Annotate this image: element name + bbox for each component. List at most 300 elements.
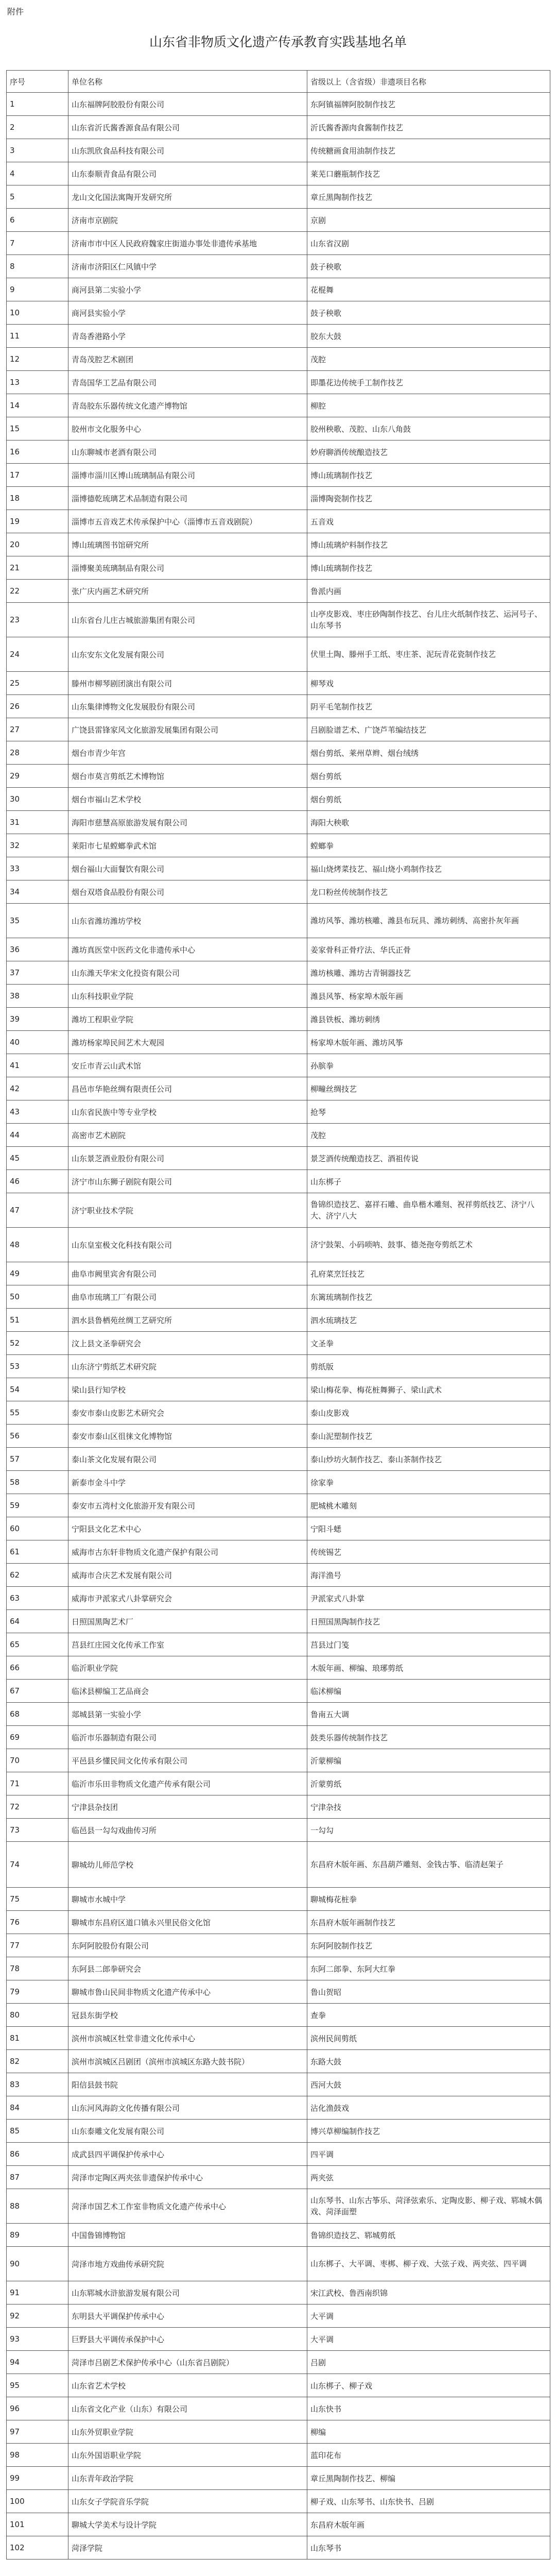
table-row [7, 1401, 550, 1425]
cell-unit: 烟台双塔食品股份有限公司 [68, 880, 307, 904]
cell-unit: 广饶县雷锋家风文化旅游发展集团有限公司 [68, 718, 307, 741]
cell-no: 74 [7, 1842, 68, 1888]
cell-items: 烟台剪纸 [307, 788, 550, 811]
cell-no: 96 [7, 2397, 68, 2420]
cell-items: 花棍舞 [307, 278, 550, 301]
cell-items: 西河大鼓 [307, 2073, 550, 2096]
cell-items: 章丘黑陶制作技艺 [307, 185, 550, 209]
table-row [7, 1564, 550, 1587]
cell-items: 沂蒙剪纸 [307, 1772, 550, 1795]
cell-items: 四平调 [307, 2143, 550, 2166]
column-header-no: 序号 [7, 71, 68, 93]
cell-no: 56 [7, 1425, 68, 1448]
cell-unit: 山东省潍坊潍坊学校 [68, 904, 307, 938]
cell-no: 80 [7, 2004, 68, 2027]
cell-items: 龙口粉丝传统制作技艺 [307, 880, 550, 904]
table-row [7, 2189, 550, 2224]
cell-items: 滨州民间剪纸 [307, 2027, 550, 2050]
cell-unit: 山东景芝酒业股份有限公司 [68, 1147, 307, 1170]
table-row [7, 603, 550, 637]
cell-unit: 临沭县柳编工艺品商会 [68, 1680, 307, 1703]
cell-items: 博兴草柳编制作技艺 [307, 2120, 550, 2143]
cell-unit: 威海市合庆艺术发展有限公司 [68, 1564, 307, 1587]
table-row [7, 765, 550, 788]
cell-no: 43 [7, 1100, 68, 1124]
cell-unit: 临沂市乐田非物质文化遗产传承有限公司 [68, 1772, 307, 1795]
table-row [7, 371, 550, 394]
cell-unit: 聊城幼儿师范学校 [68, 1842, 307, 1888]
cell-unit: 龙山文化国法寓陶开发研究所 [68, 185, 307, 209]
table-row [7, 938, 550, 961]
table-row [7, 162, 550, 185]
table-row [7, 1517, 550, 1540]
cell-items: 吕剧 [307, 2351, 550, 2374]
cell-items: 东阿镇福牌阿胶制作技艺 [307, 93, 550, 116]
cell-unit: 聊城大学美术与设计学院 [68, 2513, 307, 2536]
cell-unit: 曲阜市阙里宾舍有限公司 [68, 1262, 307, 1285]
cell-no: 16 [7, 440, 68, 464]
cell-unit: 泰安市泰山皮影艺术研究会 [68, 1401, 307, 1425]
cell-items: 文圣拳 [307, 1332, 550, 1355]
cell-items: 两夹弦 [307, 2166, 550, 2189]
cell-items: 沂氏酱香源肉食酱制作技艺 [307, 116, 550, 139]
cell-unit: 青岛胶东乐器传统文化遗产博物馆 [68, 394, 307, 417]
table-row [7, 2224, 550, 2247]
cell-unit: 潍坊杨家埠民间艺术大观园 [68, 1031, 307, 1054]
table-row [7, 637, 550, 672]
table-row [7, 1228, 550, 1262]
cell-no: 85 [7, 2120, 68, 2143]
table-row [7, 1980, 550, 2004]
cell-no: 39 [7, 1008, 68, 1031]
cell-no: 58 [7, 1471, 68, 1494]
cell-items: 妙府聊酒传统酿造技艺 [307, 440, 550, 464]
table-row [7, 1378, 550, 1401]
cell-items: 抢琴 [307, 1100, 550, 1124]
cell-no: 19 [7, 510, 68, 533]
table-row [7, 2166, 550, 2189]
cell-items: 潍坊风筝、潍坊核雕、潍县布玩具、潍坊刺绣、高密扑灰年画 [307, 904, 550, 938]
cell-no: 97 [7, 2420, 68, 2444]
cell-no: 32 [7, 834, 68, 857]
cell-unit: 山东泰顺青食品有限公司 [68, 162, 307, 185]
table-row [7, 1587, 550, 1610]
cell-no: 69 [7, 1726, 68, 1749]
cell-unit: 昌邑市华艳丝绸有限责任公司 [68, 1077, 307, 1100]
cell-unit: 济南市京剧院 [68, 209, 307, 232]
cell-items: 莒县过门笺 [307, 1633, 550, 1656]
cell-unit: 梁山县行知学校 [68, 1378, 307, 1401]
table-row [7, 811, 550, 834]
cell-no: 41 [7, 1054, 68, 1077]
cell-unit: 山东省艺术学校 [68, 2374, 307, 2397]
cell-items: 东篱琉璃制作技艺 [307, 1285, 550, 1309]
table-header-row [7, 71, 550, 93]
cell-no: 18 [7, 487, 68, 510]
cell-no: 31 [7, 811, 68, 834]
cell-unit: 烟台市莫言剪纸艺术博物馆 [68, 765, 307, 788]
annex-label: 附件 [7, 7, 24, 16]
cell-items: 山东琴书、山东古筝乐、菏泽弦索乐、定陶皮影、柳子戏、郓城木偶戏、菏泽面塑 [307, 2189, 550, 2224]
cell-unit: 海阳市慈慧高原旅游发展有限公司 [68, 811, 307, 834]
cell-unit: 济南市济阳区仁风镇中学 [68, 255, 307, 278]
cell-items: 蓝印花布 [307, 2444, 550, 2467]
cell-items: 聊城梅花桩拳 [307, 1888, 550, 1911]
cell-unit: 山东省文化产业（山东）有限公司 [68, 2397, 307, 2420]
cell-items: 烟台剪纸 [307, 765, 550, 788]
cell-items: 伏里土陶、滕州手工纸、枣庄茶、泥玩青花瓷制作技艺 [307, 637, 550, 672]
cell-items: 章丘黑陶制作技艺、柳编 [307, 2467, 550, 2490]
table-row [7, 788, 550, 811]
table-row [7, 2096, 550, 2120]
cell-no: 93 [7, 2328, 68, 2351]
cell-items: 螳螂拳 [307, 834, 550, 857]
cell-items: 木版年画、柳编、琅琊剪纸 [307, 1656, 550, 1680]
cell-no: 57 [7, 1448, 68, 1471]
cell-unit: 菏泽市吕剧艺术保护传承中心（山东省吕剧院） [68, 2351, 307, 2374]
cell-unit: 临沂职业学院 [68, 1656, 307, 1680]
cell-no: 77 [7, 1934, 68, 1957]
cell-items: 五音戏 [307, 510, 550, 533]
cell-items: 尹派家式八卦掌 [307, 1587, 550, 1610]
cell-no: 36 [7, 938, 68, 961]
cell-no: 29 [7, 765, 68, 788]
table-row [7, 325, 550, 348]
table-row [7, 1262, 550, 1285]
cell-unit: 威海市尹派家式八卦掌研究会 [68, 1587, 307, 1610]
cell-unit: 临邑县一勾勾戏曲传习所 [68, 1819, 307, 1842]
cell-no: 12 [7, 348, 68, 371]
cell-items: 大平调 [307, 2328, 550, 2351]
table-row [7, 2143, 550, 2166]
cell-unit: 泰安市泰山区徂徕文化博物馆 [68, 1425, 307, 1448]
cell-items: 山东梆子、柳子戏 [307, 2374, 550, 2397]
cell-no: 70 [7, 1749, 68, 1772]
table-row [7, 533, 550, 556]
cell-items: 肥城桃木雕刻 [307, 1494, 550, 1517]
cell-no: 21 [7, 556, 68, 580]
cell-unit: 莒县红庄园文化传承工作室 [68, 1633, 307, 1656]
cell-items: 阴平毛笔制作技艺 [307, 695, 550, 718]
table-row [7, 487, 550, 510]
cell-unit: 高密市艺术剧院 [68, 1124, 307, 1147]
table-row [7, 1031, 550, 1054]
table-row [7, 1355, 550, 1378]
cell-no: 35 [7, 904, 68, 938]
cell-items: 杨家埠木版年画、潍坊风筝 [307, 1031, 550, 1054]
table-row [7, 185, 550, 209]
cell-no: 3 [7, 139, 68, 162]
cell-no: 102 [7, 2536, 68, 2560]
cell-no: 49 [7, 1262, 68, 1285]
cell-no: 46 [7, 1170, 68, 1193]
cell-no: 6 [7, 209, 68, 232]
cell-items: 胶东大鼓 [307, 325, 550, 348]
cell-unit: 山东郓城水浒旅游发展有限公司 [68, 2281, 307, 2304]
table-row [7, 1425, 550, 1448]
cell-no: 17 [7, 464, 68, 487]
cell-unit: 泰山茶文化发展有限公司 [68, 1448, 307, 1471]
table-row [7, 417, 550, 440]
cell-items: 传统锡艺 [307, 1540, 550, 1564]
column-header-unit: 单位名称 [68, 71, 307, 93]
table-row [7, 1285, 550, 1309]
cell-items: 鲁山贺昭 [307, 1980, 550, 2004]
cell-unit: 青岛香港路小学 [68, 325, 307, 348]
cell-items: 孙膑拳 [307, 1054, 550, 1077]
cell-unit: 潍坊真医堂中医药文化非遗传承中心 [68, 938, 307, 961]
table-row [7, 1124, 550, 1147]
cell-items: 济宁鼓架、小码唢呐、鼓事、德尧孢夸剪纸艺术 [307, 1228, 550, 1262]
cell-unit: 威海市古东轩非物质文化遗产保护有限公司 [68, 1540, 307, 1564]
cell-no: 24 [7, 637, 68, 672]
table-row [7, 2050, 550, 2073]
cell-no: 26 [7, 695, 68, 718]
cell-items: 梁山梅花拳、梅花桩舞狮子、梁山武术 [307, 1378, 550, 1401]
table-row [7, 1703, 550, 1726]
cell-unit: 宁津县杂技团 [68, 1795, 307, 1819]
cell-no: 45 [7, 1147, 68, 1170]
table-row [7, 464, 550, 487]
cell-no: 20 [7, 533, 68, 556]
cell-items: 山东琴书 [307, 2536, 550, 2560]
cell-no: 30 [7, 788, 68, 811]
table-row [7, 2281, 550, 2304]
cell-unit: 临沂市乐器制造有限公司 [68, 1726, 307, 1749]
cell-no: 51 [7, 1309, 68, 1332]
cell-unit: 东阿阿胶股份有限公司 [68, 1934, 307, 1957]
cell-no: 47 [7, 1193, 68, 1228]
cell-unit: 泰安市五湾村文化旅游开发有限公司 [68, 1494, 307, 1517]
cell-items: 柳子戏、山东琴书、山东快书、吕剧 [307, 2490, 550, 2513]
table-row [7, 255, 550, 278]
cell-unit: 日照国黑陶艺术厂 [68, 1610, 307, 1633]
cell-items: 临沭柳编 [307, 1680, 550, 1703]
table-row [7, 1309, 550, 1332]
cell-items: 东昌府木版年画、东昌葫芦雕刻、金钱古筝、临清赵架子 [307, 1842, 550, 1888]
cell-unit: 淄博市五音戏艺术传承保护中心（淄博市五音戏剧院） [68, 510, 307, 533]
cell-unit: 山东福牌阿胶股份有限公司 [68, 93, 307, 116]
cell-no: 37 [7, 961, 68, 985]
cell-unit: 山东科技职业学院 [68, 985, 307, 1008]
cell-no: 64 [7, 1610, 68, 1633]
cell-items: 博山琉璃制作技艺 [307, 464, 550, 487]
cell-unit: 聊城市水城中学 [68, 1888, 307, 1911]
table-row [7, 880, 550, 904]
table-row [7, 1957, 550, 1980]
cell-items: 柳疃丝绸技艺 [307, 1077, 550, 1100]
cell-items: 日照国黑陶制作技艺 [307, 1610, 550, 1633]
cell-items: 泰山皮影戏 [307, 1401, 550, 1425]
cell-unit: 新泰市金斗中学 [68, 1471, 307, 1494]
cell-unit: 商河县实验小学 [68, 301, 307, 325]
cell-items: 东路大鼓 [307, 2050, 550, 2073]
cell-unit: 泗水县鲁栖苑丝绸工艺研究所 [68, 1309, 307, 1332]
table-row [7, 1100, 550, 1124]
cell-unit: 东阿县二郎拳研究会 [68, 1957, 307, 1980]
table-row [7, 1610, 550, 1633]
cell-no: 5 [7, 185, 68, 209]
cell-no: 59 [7, 1494, 68, 1517]
cell-no: 42 [7, 1077, 68, 1100]
cell-unit: 山东集律博物文化发展股份有限公司 [68, 695, 307, 718]
cell-no: 92 [7, 2304, 68, 2328]
cell-no: 66 [7, 1656, 68, 1680]
cell-no: 98 [7, 2444, 68, 2467]
cell-unit: 山东河风海韵文化传播有限公司 [68, 2096, 307, 2120]
cell-no: 89 [7, 2224, 68, 2247]
cell-no: 67 [7, 1680, 68, 1703]
table-row [7, 2247, 550, 2281]
cell-unit: 山东潍天华宋文化投资有限公司 [68, 961, 307, 985]
cell-unit: 滨州市滨城区吕剧团（滨州市滨城区东路大鼓书院） [68, 2050, 307, 2073]
cell-items: 鲁锦织造技艺、嘉祥石雕、曲阜楷木雕刻、祝祥剪纸技艺、济宁八大、济宁八大 [307, 1193, 550, 1228]
cell-items: 沾化渔鼓戏 [307, 2096, 550, 2120]
table-row [7, 2004, 550, 2027]
cell-unit: 山东省沂氏酱香源食品有限公司 [68, 116, 307, 139]
cell-items: 潍县风筝、杨家埠木版年画 [307, 985, 550, 1008]
table-row [7, 580, 550, 603]
table-row [7, 1471, 550, 1494]
table-row [7, 2073, 550, 2096]
table-row [7, 1540, 550, 1564]
cell-items: 姜家骨科正骨疗法、华氏正骨 [307, 938, 550, 961]
cell-unit: 中国鲁锦博物馆 [68, 2224, 307, 2247]
cell-unit: 阳信县鼓书院 [68, 2073, 307, 2096]
cell-items: 徐家拳 [307, 1471, 550, 1494]
table-row [7, 2467, 550, 2490]
cell-unit: 曲阜市琉璃工厂有限公司 [68, 1285, 307, 1309]
table-row [7, 1842, 550, 1888]
cell-no: 40 [7, 1031, 68, 1054]
cell-unit: 山东外贸职业学院 [68, 2420, 307, 2444]
cell-no: 4 [7, 162, 68, 185]
cell-items: 一勾勾 [307, 1819, 550, 1842]
cell-no: 82 [7, 2050, 68, 2073]
cell-unit: 宁阳县文化艺术中心 [68, 1517, 307, 1540]
cell-items: 东昌府木版年画 [307, 2513, 550, 2536]
table-row [7, 672, 550, 695]
table-row [7, 1795, 550, 1819]
cell-no: 10 [7, 301, 68, 325]
table-row [7, 348, 550, 371]
cell-unit: 平邑县乡懂民间文化传承有限公司 [68, 1749, 307, 1772]
cell-no: 91 [7, 2281, 68, 2304]
cell-items: 柳腔 [307, 394, 550, 417]
cell-items: 烟台剪纸、莱州草辫、烟台绒绣 [307, 741, 550, 765]
table-row [7, 695, 550, 718]
cell-unit: 山东外国语职业学院 [68, 2444, 307, 2467]
table-row [7, 1008, 550, 1031]
cell-no: 81 [7, 2027, 68, 2050]
cell-no: 48 [7, 1228, 68, 1262]
table-row [7, 1656, 550, 1680]
cell-no: 38 [7, 985, 68, 1008]
table-row [7, 2351, 550, 2374]
cell-no: 71 [7, 1772, 68, 1795]
cell-unit: 山东安东文化发展有限公司 [68, 637, 307, 672]
table-row [7, 834, 550, 857]
cell-unit: 山东省民族中等专业学校 [68, 1100, 307, 1124]
cell-unit: 郯城县第一实验小学 [68, 1703, 307, 1726]
cell-unit: 烟台市青少年宫 [68, 741, 307, 765]
cell-items: 鼓类乐器传统制作技艺 [307, 1726, 550, 1749]
cell-items: 福山烧烤菜技艺、福山烧小鸡制作技艺 [307, 857, 550, 880]
cell-unit: 巨野县大平调传承保护中心 [68, 2328, 307, 2351]
table-row [7, 2027, 550, 2050]
table-row [7, 1147, 550, 1170]
cell-unit: 冠县东街学校 [68, 2004, 307, 2027]
table-row [7, 2397, 550, 2420]
table-row [7, 741, 550, 765]
table-row [7, 904, 550, 938]
heritage-base-table [6, 70, 550, 2560]
cell-no: 55 [7, 1401, 68, 1425]
cell-unit: 博山琉璃图书馆研究所 [68, 533, 307, 556]
cell-items: 景芝酒传统酿造技艺、酒祖传说 [307, 1147, 550, 1170]
table-row [7, 1680, 550, 1703]
cell-unit: 聊城市东昌府区道口镇永兴里民俗文化馆 [68, 1911, 307, 1934]
cell-no: 100 [7, 2490, 68, 2513]
cell-unit: 东明县大平调保护传承中心 [68, 2304, 307, 2328]
table-row [7, 1749, 550, 1772]
cell-items: 柳编 [307, 2420, 550, 2444]
cell-items: 潍坊核雕、潍坊古青铜器技艺 [307, 961, 550, 985]
cell-no: 87 [7, 2166, 68, 2189]
cell-items: 京剧 [307, 209, 550, 232]
cell-unit: 滨州市滨城区牡堂非遗文化传承中心 [68, 2027, 307, 2050]
cell-items: 东昌府木版年画制作技艺 [307, 1911, 550, 1934]
cell-unit: 莱阳市七星螳螂拳武术馆 [68, 834, 307, 857]
cell-items: 茂腔 [307, 348, 550, 371]
cell-unit: 淄博聚美琉璃制品有限公司 [68, 556, 307, 580]
cell-unit: 山东济宁剪纸艺术研究院 [68, 1355, 307, 1378]
table-row [7, 1170, 550, 1193]
table-row [7, 510, 550, 533]
cell-no: 95 [7, 2374, 68, 2397]
cell-no: 50 [7, 1285, 68, 1309]
table-row [7, 440, 550, 464]
cell-items: 大平调 [307, 2304, 550, 2328]
cell-items: 剪纸版 [307, 1355, 550, 1378]
cell-items: 鼓子秧歌 [307, 255, 550, 278]
cell-items: 茂腔 [307, 1124, 550, 1147]
cell-no: 94 [7, 2351, 68, 2374]
cell-unit: 商河县第二实验小学 [68, 278, 307, 301]
cell-no: 76 [7, 1911, 68, 1934]
page-title: 山东省非物质文化遗产传承教育实践基地名单 [149, 35, 407, 49]
cell-no: 73 [7, 1819, 68, 1842]
cell-no: 9 [7, 278, 68, 301]
cell-unit: 烟台福山大面餐饮有限公司 [68, 857, 307, 880]
cell-unit: 张广庆内画艺术研究所 [68, 580, 307, 603]
cell-items: 淄博陶瓷制作技艺 [307, 487, 550, 510]
cell-no: 54 [7, 1378, 68, 1401]
cell-no: 25 [7, 672, 68, 695]
cell-no: 90 [7, 2247, 68, 2281]
table-row [7, 209, 550, 232]
table-row [7, 2304, 550, 2328]
table-row [7, 556, 550, 580]
cell-unit: 菏泽市国艺术工作室非物质文化遗产传承中心 [68, 2189, 307, 2224]
cell-items: 东阿二郎拳、东阿大红拳 [307, 1957, 550, 1980]
cell-no: 78 [7, 1957, 68, 1980]
table-row [7, 2374, 550, 2397]
table-row [7, 1633, 550, 1656]
cell-items: 东阿阿胶制作技艺 [307, 1934, 550, 1957]
cell-no: 63 [7, 1587, 68, 1610]
cell-unit: 汶上县文圣拳研究会 [68, 1332, 307, 1355]
